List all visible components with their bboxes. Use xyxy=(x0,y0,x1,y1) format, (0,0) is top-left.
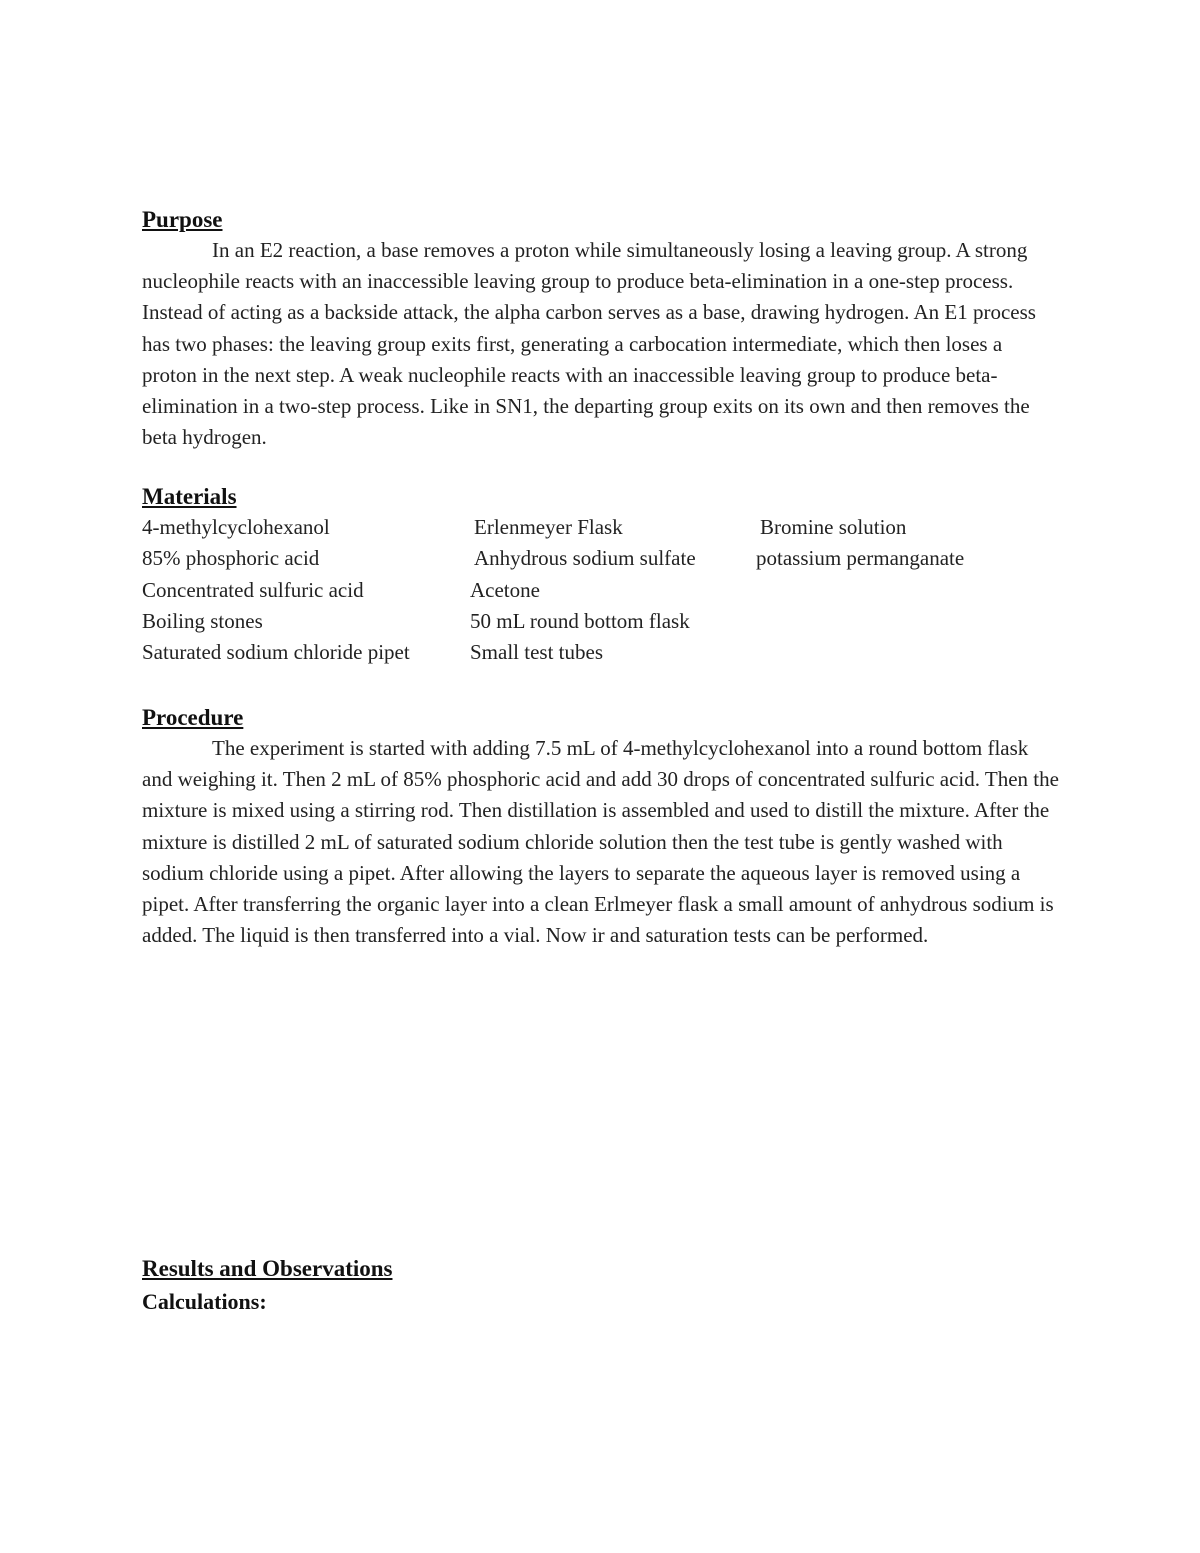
material-item: 50 mL round bottom flask xyxy=(470,608,690,633)
materials-section xyxy=(142,481,1062,668)
material-item xyxy=(756,606,1056,637)
results-section xyxy=(142,1253,1062,1317)
procedure-heading: Procedure xyxy=(142,705,244,730)
purpose-heading: Purpose xyxy=(142,207,223,232)
material-item: Acetone xyxy=(470,577,540,602)
material-item xyxy=(756,575,1056,606)
material-item: 4-methylcyclohexanol xyxy=(142,515,330,539)
material-item: Boiling stones xyxy=(142,608,263,633)
material-item: Small test tubes xyxy=(470,640,603,665)
materials-heading: Materials xyxy=(142,484,237,509)
purpose-section xyxy=(142,204,1062,453)
material-item: Erlenmeyer Flask xyxy=(474,515,623,539)
calculations-subheading: Calculations: xyxy=(142,1289,267,1314)
procedure-section xyxy=(142,702,1062,951)
material-item: Concentrated sulfuric acid xyxy=(142,577,364,602)
material-item: Saturated sodium chloride pipet xyxy=(142,640,410,665)
materials-list xyxy=(142,512,1062,668)
material-item: Bromine solution xyxy=(760,515,907,539)
material-item xyxy=(756,637,1056,668)
results-heading: Results and Observations xyxy=(142,1256,393,1281)
material-item: Anhydrous sodium sulfate xyxy=(474,546,696,571)
purpose-paragraph: In an E2 reaction, a base removes a proton while simultaneously losing a leaving group. A strong nucleophile reacts with an inaccessible leaving group to produce beta-elimination in a one-step process. Instead of acting as a backside attack, the alpha carbon serves as a base, drawing hydrogen. An E1 process has two phases: the leaving group exits first, generating a carbocation intermediate, which then loses a proton in the next step. A weak nucleophile reacts with an inaccessible leaving group to produce beta-elimination in a two-step process. Like in SN1, the departing group exits on its own and then removes the beta hydrogen. xyxy=(142,238,1036,450)
material-item: potassium permanganate xyxy=(756,546,965,571)
material-item: 85% phosphoric acid xyxy=(142,546,320,571)
procedure-paragraph: The experiment is started with adding 7.5 mL of 4-methylcyclohexanol into a round bottom flask and weighing it. Then 2 mL of 85% phosphoric acid and add 30 drops of concentrated sulfuric acid. Then the mixture is mixed using a stirring rod. Then distillation is assembled and used to distill the mixture. After the mixture is distilled 2 mL of saturated sodium chloride solution then the test tube is gently washed with sodium chloride using a pipet. After allowing the layers to separate the aqueous layer is removed using a pipet. After transferring the organic layer into a clean Erlmeyer flask a small amount of anhydrous sodium is added. The liquid is then transferred into a vial. Now ir and saturation tests can be performed. xyxy=(142,736,1059,948)
